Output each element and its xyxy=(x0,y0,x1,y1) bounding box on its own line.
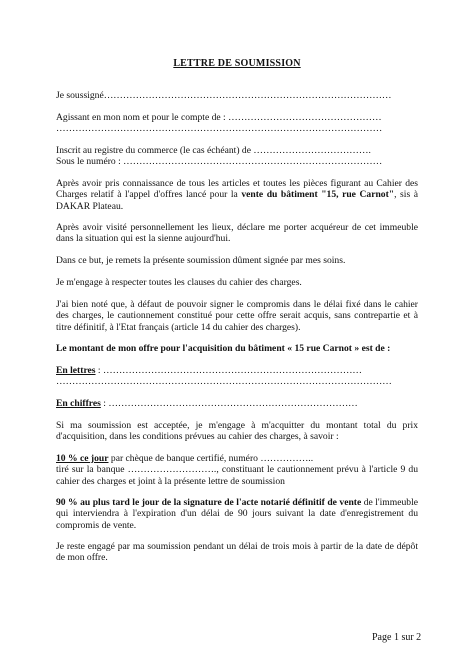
montant-heading: Le montant de mon offre pour l'acquisition du bâtiment « 15 rue Carnot » est de : xyxy=(56,343,391,354)
ten-percent-line-2: tiré sur la banque ………………………., constituant le cautionnement prévu à l'article 9 du cahier des charges et joint à la présente lettre de soumission xyxy=(56,464,418,487)
chiffres-block xyxy=(56,398,418,409)
lettres-label: En lettres xyxy=(56,365,96,376)
lettres-field: : ……………………………………………………………………… xyxy=(95,365,363,376)
registre-block xyxy=(56,145,418,168)
lettres-line-2: …………………………………………………………………………………………… xyxy=(56,376,392,388)
registre-line-2: Sous le numéro : ……………………………………………………………………… xyxy=(56,156,383,168)
registre-line-1: Inscrit au registre du commerce (le cas échéant) de ………………………………. xyxy=(56,145,371,156)
paragraph-engagement: Je m'engage à respecter toutes les clauses du cahier des charges. xyxy=(56,277,302,288)
ten-percent-block xyxy=(56,453,418,487)
ninety-percent-tail: de l'immeuble qui interviendra à l'expiration d'un délai de 90 jours suivant la date d'enregistrement du compromis de vente. xyxy=(56,497,418,531)
ninety-percent-block xyxy=(56,497,418,531)
ten-percent-line-1: par chèque de banque certifié, numéro …………….. xyxy=(108,453,314,464)
ninety-percent-bold: 90 % au plus tard le jour de la signature de l'acte notarié définitif de vente xyxy=(56,497,362,508)
paragraph-vente-tail: , sis à DAKAR Plateau. xyxy=(56,189,418,212)
paragraph-acquittement: Si ma soumission est acceptée, je m'engage à m'acquitter du montant total du prix d'acquisition, dans les conditions prévues au cahier des charges, à savoir : xyxy=(56,420,418,443)
chiffres-label: En chiffres xyxy=(56,398,101,409)
paragraph-remise: Dans ce but, je remets la présente soumission dûment signée par mes soins. xyxy=(56,255,346,266)
agissant-line-2: ………………………………………………………………………………………… xyxy=(56,123,383,135)
paragraph-delai: Je reste engagé par ma soumission pendant un délai de trois mois à partir de la date de dépôt de mon offre. xyxy=(56,541,418,564)
chiffres-field: : …………………………………………………………………… xyxy=(100,398,358,409)
page-number: Page 1 sur 2 xyxy=(372,632,422,643)
agissant-block xyxy=(56,112,418,135)
agissant-line-1: Agissant en mon nom et pour le compte de : ………………………………………… xyxy=(56,112,382,123)
lettres-block xyxy=(56,365,418,388)
paragraph-vente-bold: vente du bâtiment "15, rue Carnot" xyxy=(241,189,395,201)
page-title: LETTRE DE SOUMISSION xyxy=(173,58,301,69)
paragraph-vente-text: Après avoir pris connaissance de tous les articles et toutes les pièces figurant au Cahier des Charges relatif à l'appel d'offres lancé pour la xyxy=(56,178,418,201)
ten-percent-bold: 10 % ce jour xyxy=(56,453,109,464)
paragraph-visite: Après avoir visité personnellement les lieux, déclare me porter acquéreur de cet immeuble dans la situation qui est la sienne aujourd'hui. xyxy=(56,222,418,245)
paragraph-cautionnement: J'ai bien noté que, à défaut de pouvoir signer le compromis dans le délai fixé dans le cahier des charges, le cautionnement constitué pour cette offre serait acquis, sans contrepartie et à titre définitif, à l'Etat français (article 14 du cahier des charges). xyxy=(56,299,418,333)
paragraph-vente xyxy=(56,178,418,212)
soussigne-line: Je soussigné……………………………………………………………………………… xyxy=(56,90,392,101)
